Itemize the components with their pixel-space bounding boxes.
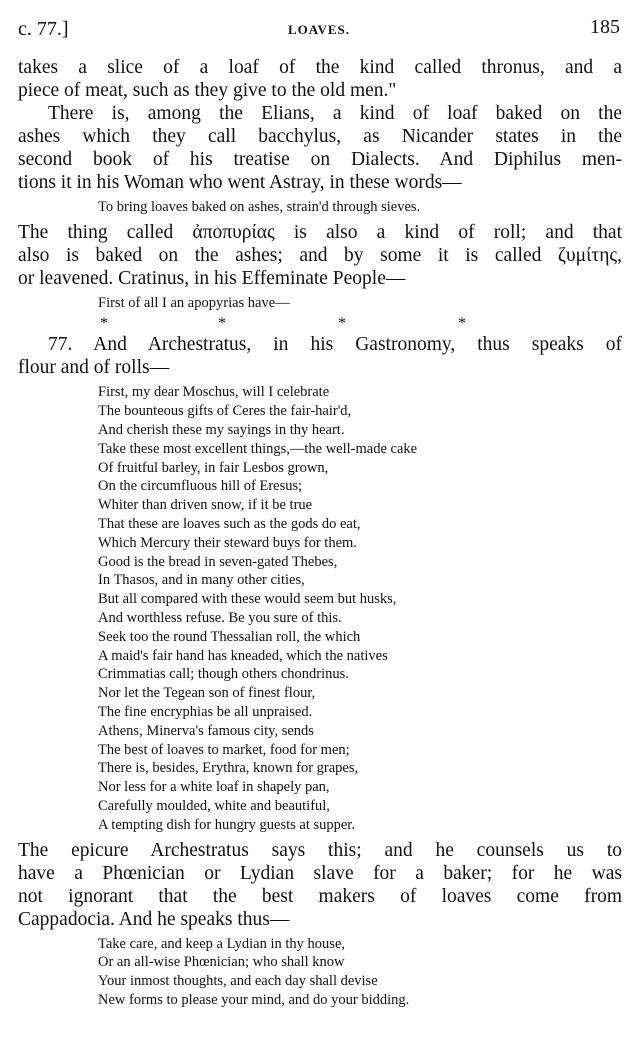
verse-line: And cherish these my sayings in thy heart.: [98, 421, 345, 438]
text-line: ashes which they call bacchylus, as Nicander states in the: [18, 126, 622, 147]
chapter-ref: c. 77.]: [18, 18, 69, 40]
section-heading-line: 77. And Archestratus, in his Gastronomy, thus speaks of: [48, 334, 622, 356]
verse-line: Good is the bread in seven-gated Thebes,: [98, 553, 338, 570]
verse-line: Nor let the Tegean son of finest flour,: [98, 685, 316, 702]
verse-block-2: [18, 935, 622, 1010]
text-line: or leavened. Cratinus, in his Effeminate People—: [18, 268, 406, 290]
verse-line: Athens, Minerva's famous city, sends: [98, 722, 314, 739]
verse-line: A tempting dish for hungry guests at supper.: [98, 816, 355, 833]
verse-line: Of fruitful barley, in fair Lesbos grown,: [98, 459, 329, 476]
paragraph-1: [18, 56, 622, 102]
verse-line: Or an all-wise Phœnician; who shall know: [98, 954, 345, 971]
verse-line: New forms to please your mind, and do your bidding.: [98, 991, 410, 1008]
running-header: [18, 14, 620, 44]
page-body: [18, 56, 622, 1010]
verse-line: The bounteous gifts of Ceres the fair-hair'd,: [98, 403, 352, 420]
verse-line: There is, besides, Erythra, known for grapes,: [98, 760, 359, 777]
paragraph-3: [18, 221, 622, 290]
verse-line: Crimmatias call; though others chondrinus.: [98, 666, 349, 683]
asterisk: *: [458, 315, 466, 333]
verse-line: In Thasos, and in many other cities,: [98, 572, 305, 589]
asterisk: *: [218, 315, 226, 333]
verse-line: But all compared with these would seem but husks,: [98, 591, 397, 608]
text-line: The epicure Archestratus says this; and he counsels us to: [18, 839, 622, 861]
verse-block-1: [18, 383, 622, 834]
verse-line: Take care, and keep a Lydian in thy house,: [98, 935, 346, 952]
page-number: 185: [590, 16, 620, 38]
page-title: LOAVES.: [287, 22, 351, 37]
text-line: The thing called ἀποπυρίας is also a kind of roll; and that: [18, 222, 622, 244]
text-line: have a Phœnician or Lydian slave for a baker; for he was: [18, 862, 622, 884]
verse-line: Whiter than driven snow, if it be true: [98, 497, 313, 514]
verse-line: Your inmost thoughts, and each day shall devise: [98, 973, 378, 990]
text-line: takes a slice of a loaf of the kind called thronus, and a: [18, 57, 622, 78]
verse-line: Which Mercury their steward buys for them.: [98, 534, 357, 551]
text-line: piece of meat, such as they give to the old men.": [18, 80, 397, 101]
verse-line: And worthless refuse. Be you sure of this.: [98, 609, 342, 626]
text-line: second book of his treatise on Dialects. And Diphilus men-: [18, 149, 622, 170]
verse-line: The fine encryphias be all unpraised.: [98, 703, 313, 720]
verse-line: Carefully moulded, white and beautiful,: [98, 797, 330, 814]
text-line: also is baked on the ashes; and by some it is called ζυμίτης,: [18, 245, 622, 267]
text-line: flour and of rolls—: [18, 357, 170, 379]
paragraph-5: [18, 839, 622, 931]
text-line: tions it in his Woman who went Astray, in these words—: [18, 172, 462, 193]
asterisk: *: [100, 315, 108, 333]
paragraph-4: [18, 333, 622, 379]
asterisk: *: [338, 315, 346, 333]
verse-line: Seek too the round Thessalian roll, the which: [98, 628, 361, 645]
asterisk-separator: [18, 313, 622, 333]
block-quote-line: To bring loaves baked on ashes, strain'd through sieves.: [98, 199, 421, 215]
text-line: Cappadocia. And he speaks thus—: [18, 908, 290, 930]
verse-line: On the circumfluous hill of Eresus;: [98, 478, 303, 495]
verse-line: First, my dear Moschus, will I celebrate: [98, 384, 330, 401]
block-quote-line: First of all I an apopyrias have—: [98, 295, 290, 312]
text-line: There is, among the Elians, a kind of loaf baked on the: [48, 103, 622, 124]
verse-line: That these are loaves such as the gods do eat,: [98, 515, 361, 532]
paragraph-2: [18, 102, 622, 194]
text-line: not ignorant that the best makers of loaves come from: [18, 885, 622, 907]
verse-line: The best of loaves to market, food for men;: [98, 741, 350, 758]
verse-line: Take these most excellent things,—the well-made cake: [98, 440, 418, 457]
verse-line: Nor less for a white loaf in shapely pan,: [98, 779, 330, 796]
verse-line: A maid's fair hand has kneaded, which the natives: [98, 647, 388, 664]
